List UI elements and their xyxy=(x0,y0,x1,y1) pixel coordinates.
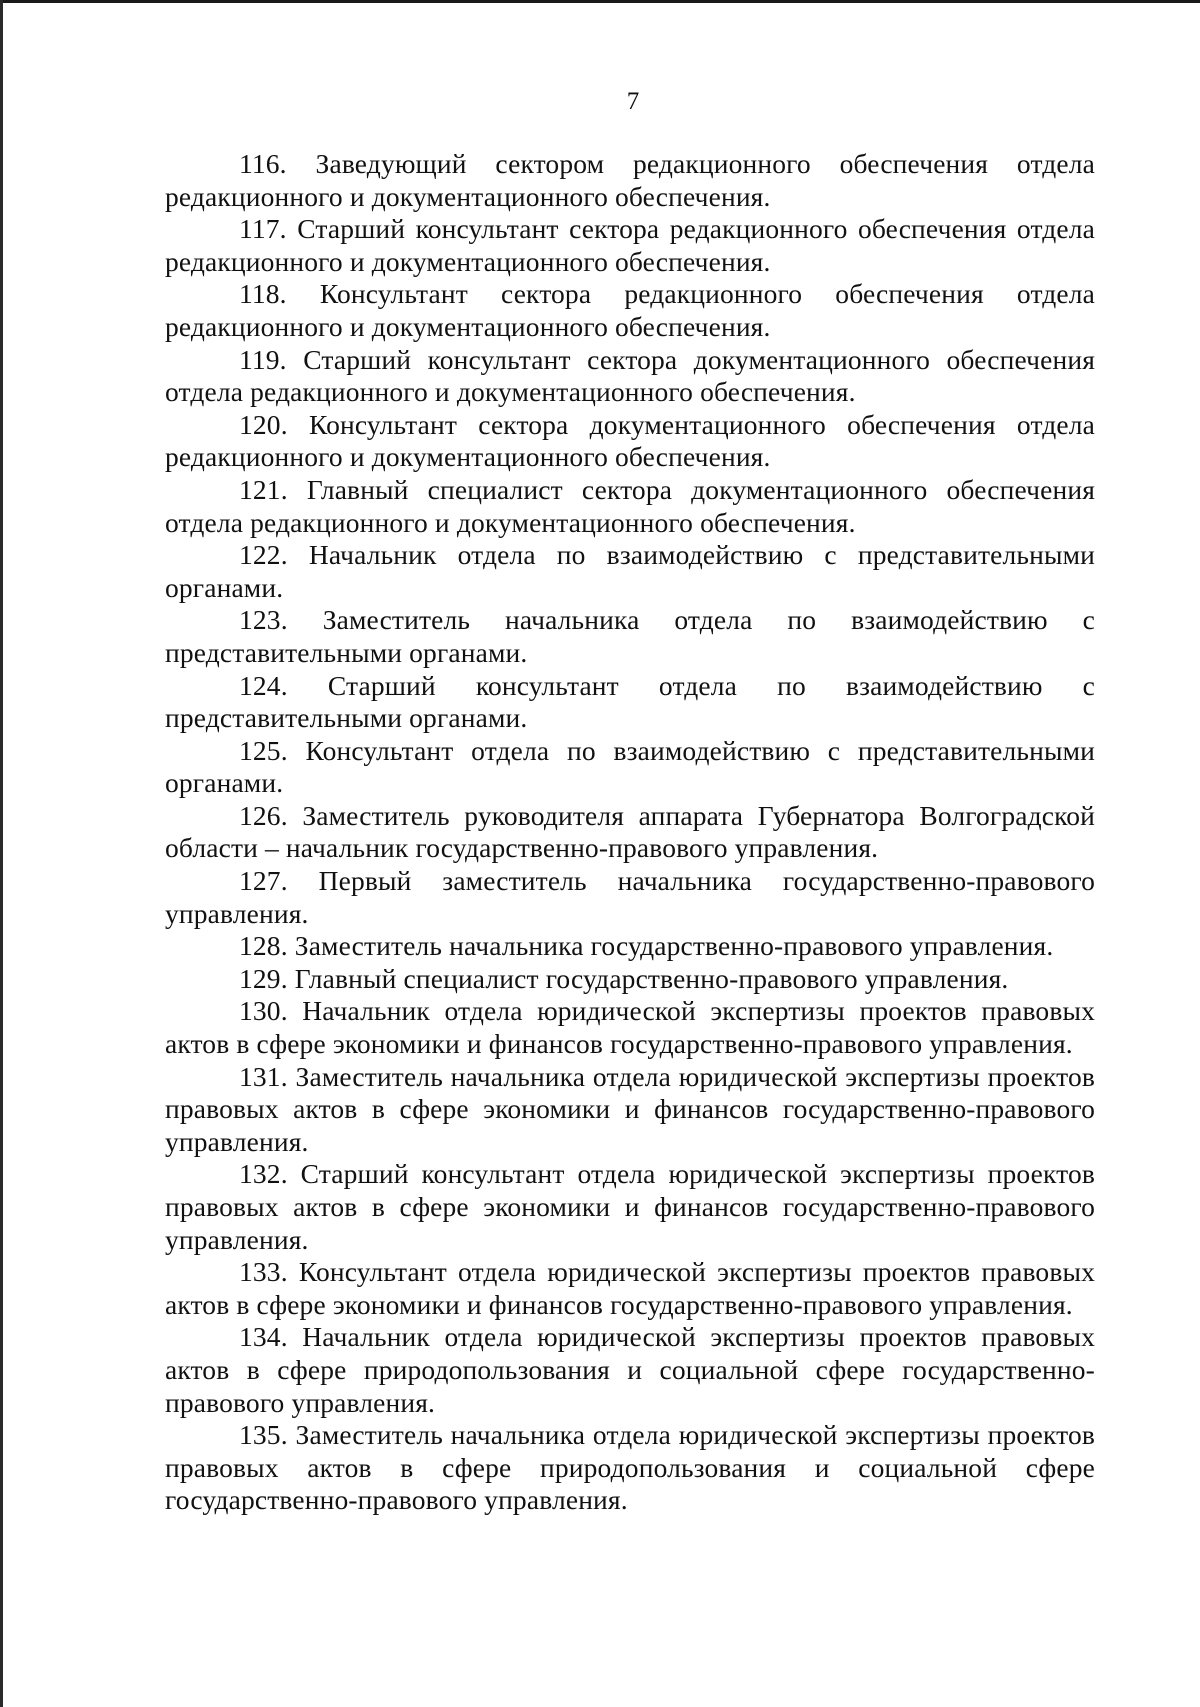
item-text: Начальник отдела по взаимодействию с представительными органами. xyxy=(165,539,1096,603)
list-item xyxy=(165,1256,1095,1321)
item-text: Консультант сектора редакционного обеспечения отдела редакционного и документационного обеспечения. xyxy=(165,278,1095,342)
list-item xyxy=(165,1419,1095,1517)
item-text: Старший консультант отдела юридической экспертизы проектов правовых актов в сфере экономики и финансов государственно-правового управления. xyxy=(165,1158,1095,1255)
list-item xyxy=(165,735,1095,800)
item-text: Старший консультант отдела по взаимодействию с представительными органами. xyxy=(165,669,1095,734)
item-text: Консультант сектора документационного обеспечения отдела редакционного и документационного обеспечения. xyxy=(165,408,1095,473)
item-text: Главный специалист сектора документационного обеспечения отдела редакционного и документационного обеспечения. xyxy=(165,473,1095,538)
list-item xyxy=(165,865,1095,930)
list-item xyxy=(165,995,1095,1060)
item-number: 129. xyxy=(239,962,288,994)
item-text: Заместитель начальника отдела по взаимодействию с представительными органами. xyxy=(165,604,1096,668)
list-item xyxy=(165,800,1095,865)
item-text: Заместитель начальника отдела юридической экспертизы проектов правовых актов в сфере экономики и финансов государственно-правового управления. xyxy=(165,1060,1095,1157)
item-number: 132. xyxy=(239,1158,288,1190)
item-text: Консультант отдела по взаимодействию с представительными органами. xyxy=(165,734,1095,799)
list-item xyxy=(165,213,1095,278)
item-text: Заместитель начальника государственно-правового управления. xyxy=(294,930,1054,962)
list-item xyxy=(165,963,1095,996)
item-text: Заведующий сектором редакционного обеспечения отдела редакционного и документационного обеспечения. xyxy=(165,148,1095,212)
item-number: 135. xyxy=(239,1419,288,1451)
list-item xyxy=(165,278,1095,343)
item-text: Старший консультант сектора редакционного обеспечения отдела редакционного и документационного обеспечения. xyxy=(165,213,1096,277)
item-number: 118. xyxy=(239,278,287,310)
item-text: Заместитель начальника отдела юридической экспертизы проектов правовых актов в сфере природопользования и социальной сфере государственно-правового управления. xyxy=(165,1419,1095,1516)
item-number: 127. xyxy=(239,865,288,897)
list-item xyxy=(165,1158,1095,1256)
list-item xyxy=(165,409,1095,474)
page-number: 7 xyxy=(626,88,640,115)
item-number: 125. xyxy=(239,734,288,766)
item-text: Старший консультант сектора документационного обеспечения отдела редакционного и документационного обеспечения. xyxy=(165,343,1095,408)
scan-border-left xyxy=(0,0,3,1707)
list-item xyxy=(165,1321,1095,1419)
item-number: 131. xyxy=(239,1060,288,1092)
list-item xyxy=(165,474,1095,539)
numbered-list xyxy=(165,148,1095,1517)
item-number: 123. xyxy=(239,604,288,636)
list-item xyxy=(165,344,1095,409)
item-number: 134. xyxy=(239,1321,288,1353)
item-text: Заместитель руководителя аппарата Губернатора Волгоградской области – начальник государственно-правового управления. xyxy=(165,799,1095,864)
scan-border-top xyxy=(0,0,1200,3)
list-item xyxy=(165,670,1095,735)
item-text: Первый заместитель начальника государственно-правового управления. xyxy=(165,865,1096,929)
list-item xyxy=(165,148,1095,213)
item-text: Начальник отдела юридической экспертизы проектов правовых актов в сфере природопользования и социальной сфере государственно-правового управления. xyxy=(165,1321,1095,1418)
list-item xyxy=(165,604,1095,669)
item-number: 130. xyxy=(239,995,288,1027)
item-text: Консультант отдела юридической экспертизы проектов правовых актов в сфере экономики и финансов государственно-правового управления. xyxy=(165,1256,1095,1320)
item-number: 133. xyxy=(239,1256,288,1288)
item-number: 122. xyxy=(239,539,288,571)
item-number: 121. xyxy=(239,473,288,505)
list-item xyxy=(165,539,1095,604)
list-item xyxy=(165,930,1095,963)
item-number: 126. xyxy=(239,799,288,831)
item-number: 120. xyxy=(239,408,288,440)
list-item xyxy=(165,1061,1095,1159)
item-number: 124. xyxy=(239,669,288,701)
item-number: 119. xyxy=(239,343,287,375)
item-number: 128. xyxy=(239,930,288,962)
item-number: 117. xyxy=(239,213,287,245)
item-text: Начальник отдела юридической экспертизы проектов правовых актов в сфере экономики и финансов государственно-правового управления. xyxy=(165,995,1095,1060)
item-number: 116. xyxy=(239,148,287,179)
item-text: Главный специалист государственно-правового управления. xyxy=(294,962,1009,994)
